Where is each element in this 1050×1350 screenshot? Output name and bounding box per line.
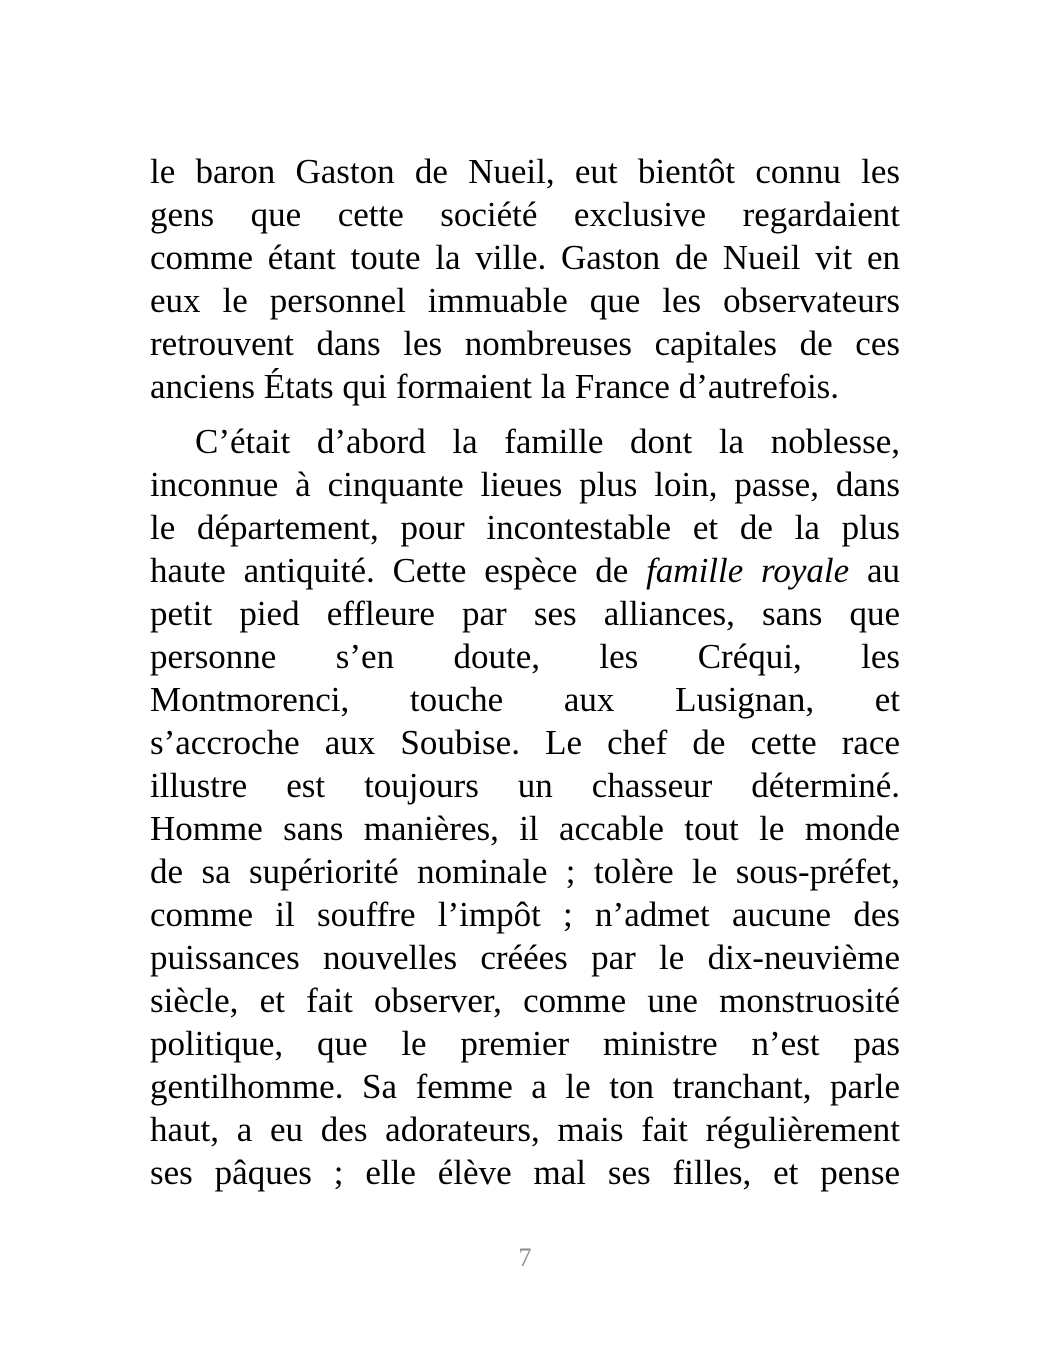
text-line: C’était d’abord la famille dont la noblesse,: [195, 422, 900, 461]
text-line: anciens États qui formaient la France d’autrefois.: [150, 367, 840, 406]
text-line: retrouvent dans les nombreuses capitales de ces: [150, 324, 900, 363]
text-line: de sa supériorité nominale ; tolère le sous-préfet,: [150, 852, 900, 891]
text-line: Homme sans manières, il accable tout le monde: [150, 809, 900, 848]
paragraph-1: [150, 150, 900, 408]
text-line: illustre est toujours un chasseur déterminé.: [150, 766, 900, 805]
text-line: le département, pour incontestable et de la plus: [150, 508, 900, 547]
text-line: haut, a eu des adorateurs, mais fait régulièrement: [150, 1110, 900, 1149]
text-line: petit pied effleure par ses alliances, sans que: [150, 594, 900, 633]
text-line: gentilhomme. Sa femme a le ton tranchant, parle: [150, 1067, 900, 1106]
text-line: politique, que le premier ministre n’est pas: [150, 1024, 900, 1063]
text-line: ses pâques ; elle élève mal ses filles, et pense: [150, 1153, 900, 1192]
paragraph-spacer: [150, 408, 900, 420]
text-line: comme il souffre l’impôt ; n’admet aucune des: [150, 895, 900, 934]
text-line: Montmorenci, touche aux Lusignan, et: [150, 680, 900, 719]
paragraph-2: [150, 420, 900, 1194]
text-line: eux le personnel immuable que les observateurs: [150, 281, 900, 320]
text-line: s’accroche aux Soubise. Le chef de cette race: [150, 723, 900, 762]
text-run: haute antiquité. Cette espèce de: [150, 551, 647, 590]
text-line: siècle, et fait observer, comme une monstruosité: [150, 981, 900, 1020]
text-run: au: [849, 551, 900, 590]
text-line: gens que cette société exclusive regardaient: [150, 195, 900, 234]
text-line: comme étant toute la ville. Gaston de Nueil vit en: [150, 238, 900, 277]
text-line: puissances nouvelles créées par le dix-neuvième: [150, 938, 900, 977]
text-line-with-italic: [150, 549, 900, 592]
text-line: personne s’en doute, les Créqui, les: [150, 637, 900, 676]
text-line: inconnue à cinquante lieues plus loin, passe, dans: [150, 465, 900, 504]
text-line: le baron Gaston de Nueil, eut bientôt connu les: [150, 152, 900, 191]
italic-phrase: famille royale: [646, 551, 850, 590]
body-text: [150, 150, 900, 1194]
page-number: 7: [518, 1243, 532, 1272]
